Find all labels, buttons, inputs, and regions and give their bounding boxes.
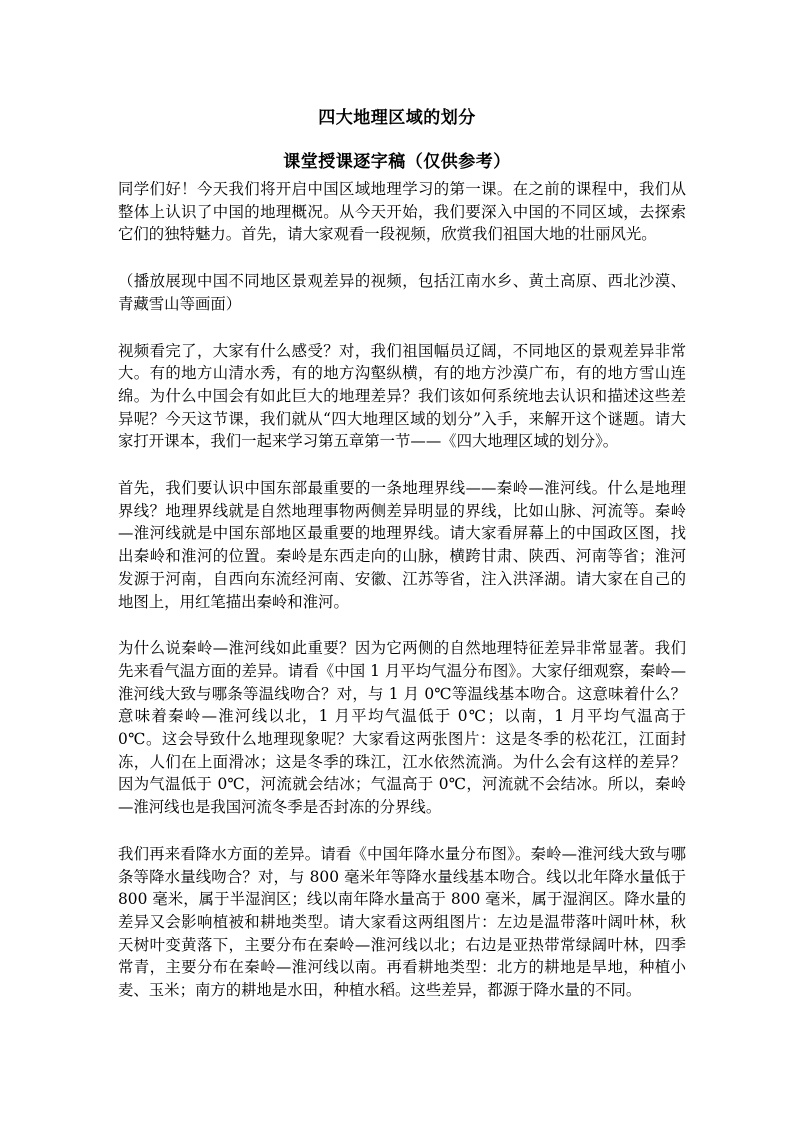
paragraph-greeting: 同学们好！今天我们将开启中国区域地理学习的第一课。在之前的课程中，我们从整体上认识了中国的地理概况。从今天开始，我们要深入中国的不同区域，去探索它们的独特魅力。首先，请大家观看一段视频，欣赏我们祖国大地的壮丽风光。 [118, 180, 686, 244]
document-subtitle: 课堂授课逐字稿（仅供参考） [283, 152, 511, 172]
document-body [118, 178, 686, 1026]
paragraph-temperature-difference: 为什么说秦岭—淮河线如此重要？因为它两侧的自然地理特征差异非常显著。我们先来看气温方面的差异。请看《中国 1 月平均气温分布图》。大家仔细观察，秦岭—淮河线大致与哪条等温线吻合？对，与 1 月 0℃等温线基本吻合。这意味着什么？意味着秦岭—淮河线以北，1 月平均气温低于 0℃；以南，1 月平均气温高于 0℃。这会导致什么地理现象呢？大家看这两张图片：这是冬季的松花江，江面封冻，人们在上面滑冰；这是冬季的珠江，江水依然流淌。为什么会有这样的差异？因为气温低于 0℃，河流就会结冰；气温高于 0℃，河流就不会结冰。所以，秦岭—淮河线也是我国河流冬季是否封冻的分界线。 [118, 639, 686, 817]
paragraph-lesson-intro: 视频看完了，大家有什么感受？对，我们祖国幅员辽阔，不同地区的景观差异非常大。有的地方山清水秀，有的地方沟壑纵横，有的地方沙漠广布，有的地方雪山连绵。为什么中国会有如此巨大的地理差异？我们该如何系统地去认识和描述这些差异呢？今天这节课，我们就从“四大地理区域的划分”入手，来解开这个谜题。请大家打开课本，我们一起来学习第五章第一节——《四大地理区域的划分》。 [118, 341, 686, 451]
paragraph-precipitation-difference: 我们再来看降水方面的差异。请看《中国年降水量分布图》。秦岭—淮河线大致与哪条等降水量线吻合？对，与 800 毫米年等降水量线基本吻合。线以北年降水量低于 800 毫米，属于半湿润区；线以南年降水量高于 800 毫米，属于湿润区。降水量的差异又会影响植被和耕地类型。请大家看这两组图片：左边是温带落叶阔叶林，秋天树叶变黄落下，主要分布在秦岭—淮河线以北；右边是亚热带常绿阔叶林，四季常青，主要分布在秦岭—淮河线以南。再看耕地类型：北方的耕地是旱地，种植小麦、玉米；南方的耕地是水田，种植水稻。这些差异，都源于降水量的不同。 [118, 844, 686, 1000]
paragraph-video-note: （播放展现中国不同地区景观差异的视频，包括江南水乡、黄土高原、西北沙漠、青藏雪山等画面） [118, 272, 686, 313]
document-title: 四大地理区域的划分 [318, 108, 476, 128]
paragraph-qinling-huaihe-line: 首先，我们要认识中国东部最重要的一条地理界线——秦岭—淮河线。什么是地理界线？地理界线就是自然地理事物两侧差异明显的界线，比如山脉、河流等。秦岭—淮河线就是中国东部地区最重要的地理界线。请大家看屏幕上的中国政区图，找出秦岭和淮河的位置。秦岭是东西走向的山脉，横跨甘肃、陕西、河南等省；淮河发源于河南，自西向东流经河南、安徽、江苏等省，注入洪泽湖。请大家在自己的地图上，用红笔描出秦岭和淮河。 [118, 479, 686, 611]
